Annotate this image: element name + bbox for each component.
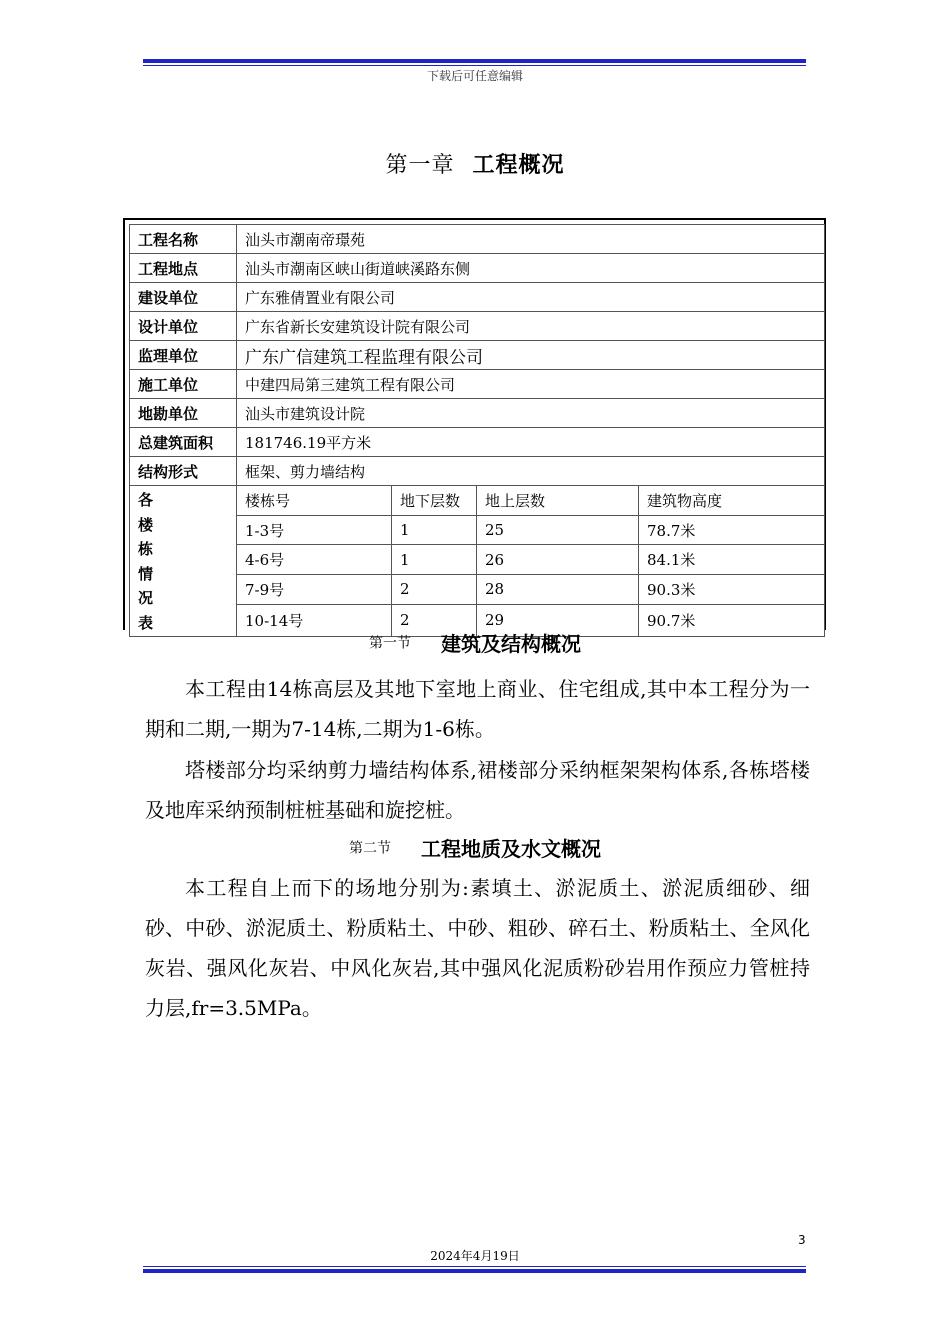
table-row — [130, 370, 825, 399]
side-char: 表 — [138, 613, 154, 632]
header-rule — [143, 59, 806, 66]
section-1-title — [0, 628, 950, 657]
side-char: 各 — [138, 491, 154, 509]
table-row — [130, 225, 825, 254]
building-cell: 84.1米 — [639, 545, 825, 575]
project-info-table-frame — [123, 218, 826, 630]
column-header: 楼栋号 — [237, 486, 392, 516]
project-info-table — [129, 224, 825, 637]
building-side-label — [130, 486, 237, 637]
building-cell: 7-9号 — [237, 575, 392, 605]
info-value: 广东广信建筑工程监理有限公司 — [237, 341, 825, 370]
building-header-row — [130, 486, 825, 516]
section-number: 第一节 — [369, 635, 411, 652]
building-cell: 1-3号 — [237, 515, 392, 545]
building-cell: 2 — [392, 604, 477, 636]
side-char: 况 — [138, 589, 154, 608]
info-label: 结构形式 — [130, 457, 237, 486]
section-heading: 工程地质及水文概况 — [421, 837, 601, 861]
building-cell: 4-6号 — [237, 545, 392, 575]
page-number: 3 — [798, 1233, 806, 1247]
side-char: 情 — [138, 564, 154, 583]
table-row — [130, 283, 825, 312]
info-value: 框架、剪力墙结构 — [237, 457, 825, 486]
section-number: 第二节 — [349, 840, 391, 857]
footer-rule — [143, 1266, 806, 1273]
header-note: 下载后可任意编辑 — [426, 69, 523, 83]
building-cell: 29 — [477, 604, 639, 636]
column-header: 建筑物高度 — [639, 486, 825, 516]
column-header: 地上层数 — [477, 486, 639, 516]
info-label: 总建筑面积 — [130, 428, 237, 457]
section-2-title — [0, 833, 950, 862]
table-row — [130, 457, 825, 486]
info-value: 181746.19平方米 — [237, 428, 825, 457]
table-row — [130, 399, 825, 428]
paragraph: 塔楼部分均采纳剪力墙结构体系,裙楼部分采纳框架架构体系,各栋塔楼及地库采纳预制桩桩基础和旋挖桩。 — [145, 758, 810, 822]
chapter-heading: 工程概况 — [472, 153, 565, 178]
table-row — [130, 254, 825, 283]
info-label: 建设单位 — [130, 283, 237, 312]
column-header: 地下层数 — [392, 486, 477, 516]
chapter-title — [0, 148, 950, 179]
info-label: 施工单位 — [130, 370, 237, 399]
building-cell: 28 — [477, 575, 639, 605]
building-cell: 1 — [392, 545, 477, 575]
footer-date: 2024年4月19日 — [430, 1249, 520, 1263]
building-cell: 90.7米 — [639, 604, 825, 636]
section-heading: 建筑及结构概况 — [441, 632, 581, 656]
info-value: 汕头市潮南区峡山街道峡溪路东侧 — [237, 254, 825, 283]
info-label: 地勘单位 — [130, 399, 237, 428]
building-cell: 25 — [477, 515, 639, 545]
building-cell: 10-14号 — [237, 604, 392, 636]
side-char: 楼 — [138, 515, 154, 534]
info-label: 工程地点 — [130, 254, 237, 283]
info-value: 广东省新长安建筑设计院有限公司 — [237, 312, 825, 341]
building-cell: 2 — [392, 575, 477, 605]
table-row — [130, 312, 825, 341]
info-value: 中建四局第三建筑工程有限公司 — [237, 370, 825, 399]
building-cell: 90.3米 — [639, 575, 825, 605]
building-cell: 1 — [392, 515, 477, 545]
paragraph: 本工程自上而下的场地分别为:素填土、淤泥质土、淤泥质细砂、细砂、中砂、淤泥质土、粉质粘土、中砂、粗砂、碎石土、粉质粘土、全风化灰岩、强风化灰岩、中风化灰岩,其中强风化泥质粉砂岩用作预应力管桩持力层,fr=3.5MPa。 — [145, 876, 810, 1020]
side-char: 栋 — [138, 540, 154, 559]
info-label: 监理单位 — [130, 341, 237, 370]
paragraph: 本工程由14栋高层及其地下室地上商业、住宅组成,其中本工程分为一期和二期,一期为7-14栋,二期为1-6栋。 — [145, 677, 810, 741]
info-value: 广东雅倩置业有限公司 — [237, 283, 825, 312]
building-cell: 78.7米 — [639, 515, 825, 545]
info-label: 工程名称 — [130, 225, 237, 254]
info-label: 设计单位 — [130, 312, 237, 341]
building-cell: 26 — [477, 545, 639, 575]
table-row — [130, 341, 825, 370]
info-value: 汕头市建筑设计院 — [237, 399, 825, 428]
chapter-number: 第一章 — [385, 153, 455, 178]
info-value: 汕头市潮南帝璟苑 — [237, 225, 825, 254]
table-row — [130, 428, 825, 457]
